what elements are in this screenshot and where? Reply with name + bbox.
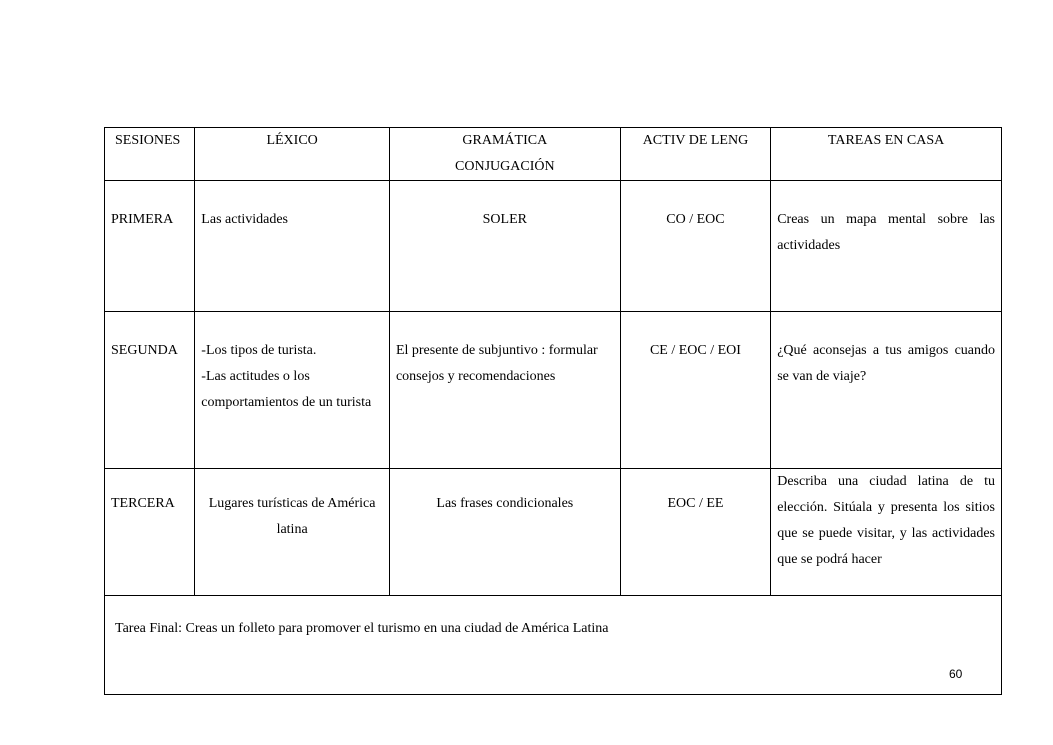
activ-cell: CE / EOC / EOI bbox=[620, 312, 771, 469]
session-cell: TERCERA bbox=[105, 469, 195, 596]
activ-cell: EOC / EE bbox=[620, 469, 771, 596]
lexico-cell: Lugares turísticas de América latina bbox=[195, 469, 390, 596]
header-activ: ACTIV DE LENG bbox=[620, 128, 771, 181]
table-row bbox=[105, 312, 1002, 469]
header-gramatica bbox=[389, 128, 620, 181]
lesson-plan-table-container bbox=[104, 127, 1002, 695]
header-lexico: LÉXICO bbox=[195, 128, 390, 181]
page-number: 60 bbox=[949, 667, 963, 681]
lesson-plan-table bbox=[104, 127, 1002, 695]
session-cell: SEGUNDA bbox=[105, 312, 195, 469]
final-task-cell: Tarea Final: Creas un folleto para promover el turismo en una ciudad de América Latina bbox=[105, 596, 1002, 695]
header-gramatica-line-2: CONJUGACIÓN bbox=[455, 159, 555, 174]
table-row bbox=[105, 181, 1002, 312]
final-task-row bbox=[105, 596, 1002, 695]
gramatica-cell: El presente de subjuntivo : formular consejos y recomendaciones bbox=[389, 312, 620, 469]
lexico-line: -Las actitudes o los comportamientos de un turista bbox=[201, 369, 372, 410]
header-gramatica-line-1: GRAMÁTICA bbox=[462, 133, 548, 148]
tareas-cell: ¿Qué aconsejas a tus amigos cuando se van de viaje? bbox=[771, 312, 1002, 469]
header-sesiones: SESIONES bbox=[105, 128, 195, 181]
lexico-cell: Las actividades bbox=[195, 181, 390, 312]
lexico-cell bbox=[195, 312, 390, 469]
lexico-line: -Los tipos de turista. bbox=[201, 343, 317, 358]
gramatica-cell: Las frases condicionales bbox=[389, 469, 620, 596]
tareas-cell: Creas un mapa mental sobre las actividades bbox=[771, 181, 1002, 312]
table-row bbox=[105, 469, 1002, 596]
session-cell: PRIMERA bbox=[105, 181, 195, 312]
table-header-row bbox=[105, 128, 1002, 181]
tareas-cell: Describa una ciudad latina de tu elección. Sitúala y presenta los sitios que se puede visitar, y las actividades que se podrá hacer bbox=[771, 469, 1002, 596]
header-tareas: TAREAS EN CASA bbox=[771, 128, 1002, 181]
gramatica-cell: SOLER bbox=[389, 181, 620, 312]
activ-cell: CO / EOC bbox=[620, 181, 771, 312]
